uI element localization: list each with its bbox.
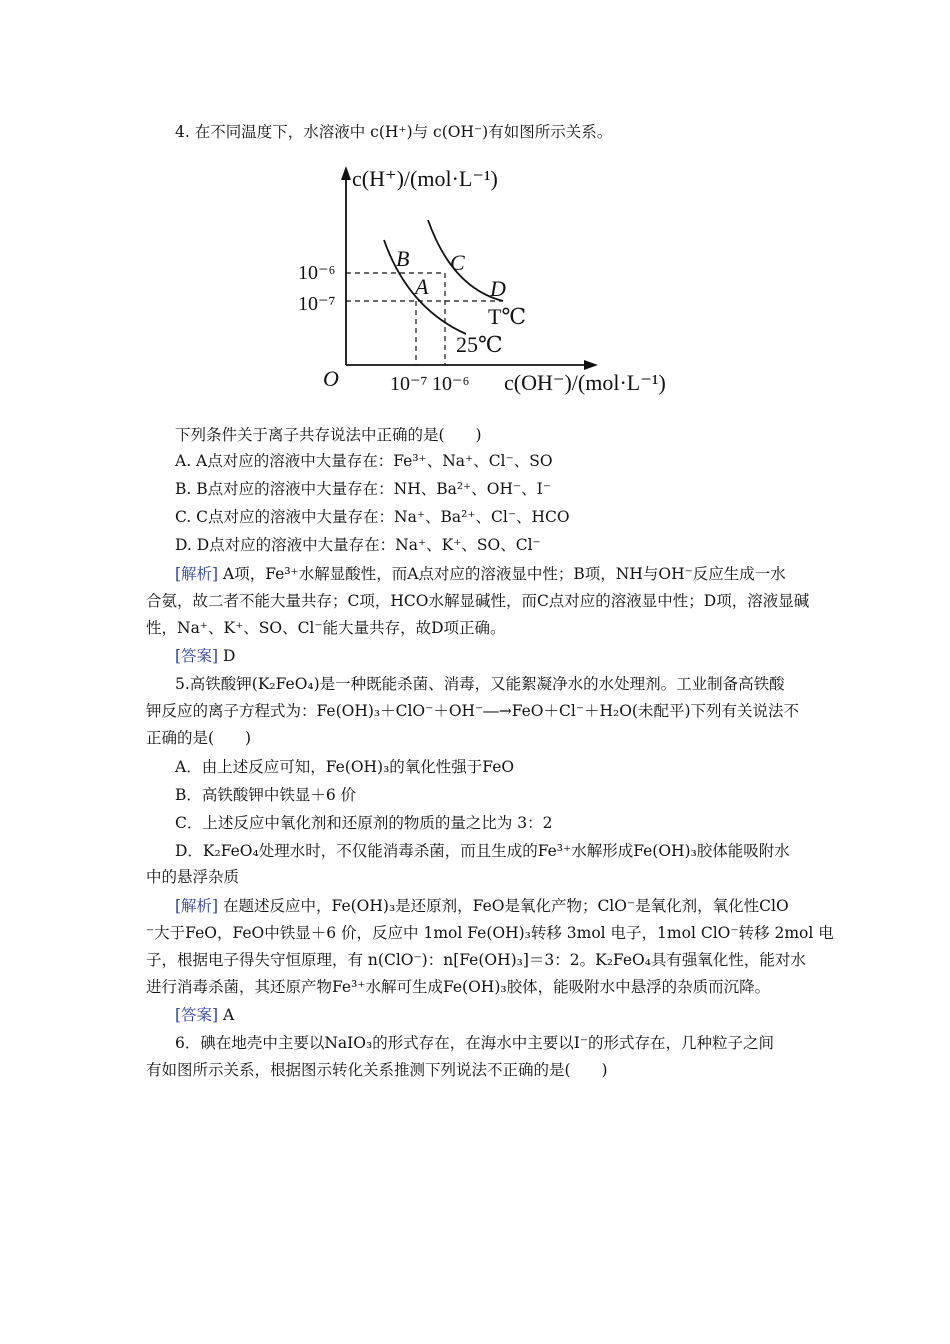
q5-stem-line-1: 5.高铁酸钾(K₂FeO₄)是一种既能杀菌、消毒，又能絮凝净水的水处理剂。工业制备高铁酸	[175, 675, 785, 693]
curve-25c-label: 25℃	[456, 332, 503, 357]
q5-analysis-line-4: 进行消毒杀菌，其还原产物Fe³⁺水解可生成Fe(OH)₃胶体，能吸附水中悬浮的杂质而沉降。	[146, 978, 771, 996]
q4-analysis-line-3: 性，Na⁺、K⁺、SO、Cl⁻能大量共存，故D项正确。	[146, 619, 506, 637]
q4-question: 下列条件关于离子共存说法中正确的是( )	[175, 426, 482, 444]
q4-option-a: A. A点对应的溶液中大量存在：Fe³⁺、Na⁺、Cl⁻、SO	[175, 452, 553, 470]
ytick-1e-6: 10⁻⁶	[298, 262, 336, 284]
q5-option-a: A．由上述反应可知，Fe(OH)₃的氧化性强于FeO	[175, 758, 515, 776]
q5-option-c: C．上述反应中氧化剂和还原剂的物质的量之比为 3：2	[175, 814, 553, 832]
q5-stem-line-3: 正确的是( )	[146, 729, 252, 747]
curve-t-label: T℃	[488, 304, 527, 329]
q5-analysis-line-1: [解析] 在题述反应中，Fe(OH)₃是还原剂，FeO是氧化产物；ClO⁻是氧化剂，氧化性ClO	[175, 897, 789, 915]
q5-analysis-line-2: ⁻大于FeO，FeO中铁显＋6 价，反应中 1mol Fe(OH)₃转移 3mol 电子，1mol ClO⁻转移 2mol 电	[146, 924, 834, 942]
q5-analysis-tag: [解析]	[175, 897, 219, 915]
q5-analysis-line-3: 子，根据电子得失守恒原理，有 n(ClO⁻)：n[Fe(OH)₃]＝3：2。K₂FeO₄具有强氧化性，能对水	[146, 951, 806, 969]
q4-analysis-line-1: [解析] A项，Fe³⁺水解显酸性，而A点对应的溶液显中性；B项，NH与OH⁻反应生成一水	[175, 565, 786, 583]
q4-analysis-line-2: 合氨，故二者不能大量共存；C项，HCO水解显碱性，而C点对应的溶液显中性；D项，溶液显碱	[146, 592, 810, 610]
q4-analysis-tag: [解析]	[175, 565, 219, 583]
q4-option-d: D. D点对应的溶液中大量存在：Na⁺、K⁺、SO、Cl⁻	[175, 536, 541, 554]
q5-answer-tag: [答案]	[175, 1006, 219, 1024]
q4-option-c: C. C点对应的溶液中大量存在：Na⁺、Ba²⁺、Cl⁻、HCO	[175, 508, 570, 526]
q4-option-b: B. B点对应的溶液中大量存在：NH、Ba²⁺、OH⁻、I⁻	[175, 480, 551, 498]
q4-answer-tag: [答案]	[175, 647, 219, 665]
point-b-label: B	[396, 246, 410, 271]
q4-answer: [答案] D	[175, 647, 236, 665]
q5-option-d-cont: 中的悬浮杂质	[146, 868, 240, 886]
point-a-label: A	[415, 274, 429, 299]
q4-stem: 4. 在不同温度下，水溶液中 c(H⁺)与 c(OH⁻)有如图所示关系。	[175, 123, 613, 141]
q5-answer: [答案] A	[175, 1006, 235, 1024]
xtick-1e-7: 10⁻⁷	[390, 373, 428, 395]
ph-curve-figure	[290, 158, 710, 408]
x-axis-label: c(OH⁻)/(mol·L⁻¹)	[504, 370, 666, 395]
origin-label: O	[323, 366, 339, 391]
q5-option-b: B．高铁酸钾中铁显＋6 价	[175, 786, 357, 804]
xtick-1e-6: 10⁻⁶	[432, 373, 470, 395]
ytick-1e-7: 10⁻⁷	[298, 293, 336, 315]
q5-option-d: D．K₂FeO₄处理水时，不仅能消毒杀菌，而且生成的Fe³⁺水解形成Fe(OH)₃胶体能吸附水	[175, 842, 790, 860]
point-c-label: C	[450, 250, 465, 275]
q5-stem-line-2: 钾反应的离子方程式为：Fe(OH)₃＋ClO⁻＋OH⁻―→FeO＋Cl⁻＋H₂O(未配平)下列有关说法不	[146, 702, 800, 720]
q6-stem-line-2: 有如图所示关系，根据图示转化关系推测下列说法不正确的是( )	[146, 1061, 608, 1079]
y-axis-arrow	[341, 166, 351, 180]
y-axis-label: c(H⁺)/(mol·L⁻¹)	[352, 166, 498, 191]
point-d-label: D	[490, 276, 506, 301]
q6-stem-line-1: 6．碘在地壳中主要以NaIO₃的形式存在，在海水中主要以I⁻的形式存在，几种粒子之间	[175, 1034, 775, 1052]
x-axis-arrow	[584, 360, 598, 370]
